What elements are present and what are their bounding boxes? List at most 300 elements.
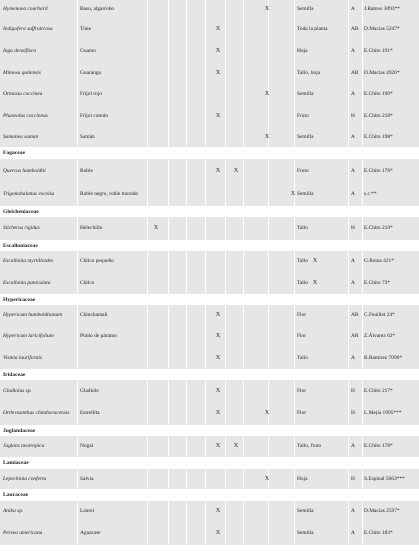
column-divider <box>225 19 226 40</box>
voucher-reference: J.Ramos 3093** <box>364 6 400 13</box>
plant-part: Hoja <box>297 47 308 54</box>
common-name: Roble negro, roble morado <box>80 191 139 198</box>
family-name: Lamiaceae <box>3 460 29 466</box>
species-name: Hypericum laricifolium <box>3 333 54 340</box>
voucher-reference: C.Feuillet 24* <box>364 312 395 319</box>
table-row <box>0 326 419 347</box>
column-divider <box>168 0 169 19</box>
column-divider <box>205 62 206 84</box>
use-mark <box>177 347 189 369</box>
species-name: Escallonia myrtilloides <box>3 258 54 265</box>
habit: A <box>351 167 355 174</box>
column-divider <box>243 251 244 272</box>
column-divider <box>147 501 148 522</box>
table-row <box>0 127 419 147</box>
column-divider <box>77 40 78 62</box>
use-mark <box>212 251 224 272</box>
use-mark <box>150 183 162 206</box>
use-mark <box>177 402 189 425</box>
column-divider <box>348 62 349 84</box>
use-mark <box>177 501 189 522</box>
column-divider <box>348 159 349 183</box>
column-divider <box>77 402 78 425</box>
use-mark <box>261 272 273 294</box>
column-divider <box>225 105 226 127</box>
plant-part: Tallo <box>297 354 308 361</box>
use-mark: X <box>215 47 221 54</box>
column-divider <box>243 40 244 62</box>
use-mark: X <box>215 410 221 417</box>
use-mark: X <box>312 279 318 286</box>
family-header-row <box>0 147 419 159</box>
plant-part: Flor <box>297 387 306 394</box>
column-divider <box>168 326 169 347</box>
column-divider <box>168 402 169 425</box>
column-divider <box>168 183 169 206</box>
species-name: Hymenaea courbaril <box>3 6 48 13</box>
column-divider <box>147 183 148 206</box>
common-name: Tinte <box>80 26 92 33</box>
use-mark: X <box>264 475 270 482</box>
common-name: Samán <box>80 133 95 140</box>
use-mark: X <box>264 410 270 417</box>
column-divider <box>205 159 206 183</box>
use-mark <box>150 305 162 326</box>
table-row <box>0 402 419 425</box>
column-divider <box>348 501 349 522</box>
use-mark <box>261 251 273 272</box>
column-divider <box>168 84 169 105</box>
use-mark <box>177 127 189 147</box>
use-mark <box>150 105 162 127</box>
species-name: Escallonia paniculata <box>3 279 51 286</box>
column-divider <box>168 40 169 62</box>
use-mark <box>150 501 162 522</box>
common-name: Guamo <box>80 47 96 54</box>
use-mark <box>212 183 224 206</box>
plant-part: Hoja <box>297 475 308 482</box>
voucher-reference: D.Macías 2597* <box>364 508 400 515</box>
use-mark <box>230 305 242 326</box>
column-divider <box>225 347 226 369</box>
column-divider <box>243 402 244 425</box>
use-mark <box>261 326 273 347</box>
column-divider <box>225 159 226 183</box>
family-header-row <box>0 425 419 436</box>
habit: AR <box>351 312 359 319</box>
voucher-reference: D.Macías 4926* <box>364 69 400 76</box>
table-row <box>0 183 419 206</box>
plant-part: Tallo, hoja <box>297 69 320 76</box>
habit: A <box>351 133 355 140</box>
species-name: Aniba sp. <box>3 508 24 515</box>
table-row <box>0 105 419 127</box>
use-mark <box>150 402 162 425</box>
use-mark <box>150 62 162 84</box>
column-divider <box>243 522 244 545</box>
plant-part: Tallo <box>297 258 308 265</box>
column-divider <box>205 84 206 105</box>
table-row <box>0 19 419 40</box>
habit: A <box>351 91 355 98</box>
use-mark <box>230 272 242 294</box>
use-mark <box>177 326 189 347</box>
column-divider <box>77 84 78 105</box>
common-name: Chilco <box>80 279 95 286</box>
use-mark <box>212 217 224 240</box>
table-row <box>0 251 419 272</box>
plant-part: Tallo <box>297 279 308 286</box>
family-name: Lauraceae <box>3 492 29 498</box>
column-divider <box>348 469 349 489</box>
column-divider <box>243 62 244 84</box>
use-mark <box>261 183 273 206</box>
column-divider <box>225 272 226 294</box>
column-divider <box>243 0 244 19</box>
use-mark <box>230 127 242 147</box>
habit: H <box>351 225 355 232</box>
common-name: Nogal <box>80 443 94 450</box>
voucher-reference: E.Chito 183* <box>364 530 393 537</box>
column-divider <box>147 159 148 183</box>
use-mark <box>261 380 273 402</box>
use-mark <box>212 0 224 19</box>
use-mark: X <box>233 443 239 450</box>
use-mark <box>177 159 189 183</box>
column-divider <box>168 251 169 272</box>
use-mark <box>150 19 162 40</box>
family-header-row <box>0 457 419 469</box>
use-mark <box>230 522 242 545</box>
column-divider <box>348 272 349 294</box>
column-divider <box>348 251 349 272</box>
family-name: Iridaceae <box>3 371 26 378</box>
species-name: Inga densiflora <box>3 47 37 54</box>
use-mark <box>150 159 162 183</box>
use-mark <box>261 217 273 240</box>
use-mark: X <box>264 133 270 140</box>
column-divider <box>348 0 349 19</box>
column-divider <box>168 436 169 457</box>
column-divider <box>77 105 78 127</box>
use-mark <box>150 40 162 62</box>
species-name: Ormosia coccinea <box>3 91 43 98</box>
column-divider <box>168 159 169 183</box>
voucher-reference: E.Chito 190* <box>364 91 393 98</box>
use-mark <box>230 40 242 62</box>
column-divider <box>168 347 169 369</box>
plant-part: Flor <box>297 333 306 340</box>
column-divider <box>205 272 206 294</box>
voucher-reference: E.Chito 218* <box>364 112 393 119</box>
voucher-reference: L.Mejía 1995*** <box>364 410 402 417</box>
column-divider <box>205 436 206 457</box>
use-mark: X <box>215 167 221 174</box>
habit: A <box>351 279 355 286</box>
family-name: Fagaceae <box>3 150 26 156</box>
column-divider <box>243 183 244 206</box>
use-mark: X <box>215 443 221 450</box>
common-name <box>80 347 146 369</box>
use-mark <box>150 251 162 272</box>
common-name: Guarango <box>80 69 102 76</box>
use-mark <box>230 501 242 522</box>
column-divider <box>205 40 206 62</box>
voucher-reference: B.Ramírez 7090* <box>364 354 403 361</box>
use-mark <box>230 347 242 369</box>
species-name: Orthrosanthus chimboracensis <box>3 410 70 417</box>
column-divider <box>225 436 226 457</box>
voucher-reference: E.Chito 210* <box>364 225 393 232</box>
family-name: Escalloniaceae <box>3 242 38 249</box>
plant-part: Semilla <box>297 133 314 140</box>
plant-part: Semilla <box>297 6 314 13</box>
plant-part: Fruto <box>297 167 309 174</box>
plant-part: Toda la planta <box>297 26 328 33</box>
column-divider <box>348 326 349 347</box>
use-mark: X <box>290 191 296 198</box>
table-row <box>0 272 419 294</box>
column-divider <box>225 127 226 147</box>
common-name: Basu, algarrobo <box>80 6 115 13</box>
table-row <box>0 347 419 369</box>
column-divider <box>147 62 148 84</box>
use-mark <box>230 183 242 206</box>
column-divider <box>348 217 349 240</box>
column-divider <box>147 326 148 347</box>
column-divider <box>205 127 206 147</box>
common-name: Roble <box>80 167 93 174</box>
plant-part: Flor <box>297 410 306 417</box>
column-divider <box>77 347 78 369</box>
column-divider <box>77 217 78 240</box>
column-divider <box>168 217 169 240</box>
habit: A <box>351 530 355 537</box>
column-divider <box>147 217 148 240</box>
column-divider <box>225 217 226 240</box>
column-divider <box>205 402 206 425</box>
use-mark <box>261 62 273 84</box>
use-mark <box>230 380 242 402</box>
plant-part: Semilla <box>297 91 314 98</box>
use-mark <box>177 251 189 272</box>
column-divider <box>348 183 349 206</box>
table-row <box>0 380 419 402</box>
column-divider <box>348 127 349 147</box>
column-divider <box>243 469 244 489</box>
use-mark: X <box>264 91 270 98</box>
species-name: Phaseolus coccineus <box>3 112 48 119</box>
use-mark <box>261 105 273 127</box>
use-mark <box>177 522 189 545</box>
use-mark <box>177 183 189 206</box>
common-name: Estrellita <box>80 410 100 417</box>
use-mark <box>261 501 273 522</box>
family-name: Hypericaceae <box>3 296 36 303</box>
column-divider <box>348 84 349 105</box>
column-divider <box>348 522 349 545</box>
species-name: Mimosa quitensis <box>3 69 41 76</box>
use-mark <box>177 62 189 84</box>
column-divider <box>147 436 148 457</box>
use-mark <box>177 19 189 40</box>
column-divider <box>225 501 226 522</box>
column-divider <box>77 62 78 84</box>
column-divider <box>205 105 206 127</box>
column-divider <box>77 436 78 457</box>
use-mark: X <box>264 6 270 13</box>
use-mark: X <box>215 354 221 361</box>
column-divider <box>348 380 349 402</box>
column-divider <box>77 19 78 40</box>
table-row <box>0 217 419 240</box>
column-divider <box>243 305 244 326</box>
use-mark <box>150 347 162 369</box>
voucher-reference: D.Macías 5247* <box>364 26 400 33</box>
use-mark <box>261 436 273 457</box>
column-divider <box>77 305 78 326</box>
column-divider <box>205 522 206 545</box>
species-name: Quercus humboldtii <box>3 167 46 174</box>
column-divider <box>225 522 226 545</box>
common-name: Chilco pequeño <box>80 258 114 265</box>
table-row <box>0 62 419 84</box>
plant-part: Fruto <box>297 112 309 119</box>
habit: A <box>351 258 355 265</box>
column-divider <box>77 469 78 489</box>
family-header-row <box>0 206 419 217</box>
column-divider <box>205 469 206 489</box>
use-mark <box>261 347 273 369</box>
habit: AR <box>351 26 359 33</box>
use-mark: X <box>215 333 221 340</box>
habit: H <box>351 387 355 394</box>
use-mark <box>212 127 224 147</box>
column-divider <box>225 305 226 326</box>
use-mark <box>177 305 189 326</box>
column-divider <box>147 347 148 369</box>
table-row <box>0 84 419 105</box>
column-divider <box>225 469 226 489</box>
column-divider <box>348 40 349 62</box>
column-divider <box>348 436 349 457</box>
column-divider <box>77 183 78 206</box>
column-divider <box>348 105 349 127</box>
column-divider <box>225 402 226 425</box>
use-mark <box>150 272 162 294</box>
common-name: Laurel <box>80 508 95 515</box>
voucher-reference: G.Reina 421* <box>364 258 394 265</box>
common-name: Gladiolo <box>80 387 99 394</box>
table-row <box>0 522 419 545</box>
voucher-reference: E.Chito 217* <box>364 387 393 394</box>
species-name: Sticherus rigidus <box>3 225 40 232</box>
column-divider <box>205 501 206 522</box>
use-mark <box>212 469 224 489</box>
use-mark <box>150 380 162 402</box>
column-divider <box>168 19 169 40</box>
habit: A <box>351 508 355 515</box>
use-mark <box>261 522 273 545</box>
column-divider <box>205 0 206 19</box>
use-mark <box>177 272 189 294</box>
habit: A <box>351 6 355 13</box>
voucher-reference: Z.Álvarez 62* <box>364 333 396 340</box>
family-header-row <box>0 369 419 380</box>
column-divider <box>225 251 226 272</box>
use-mark <box>230 326 242 347</box>
use-mark <box>150 326 162 347</box>
use-mark <box>230 217 242 240</box>
use-mark <box>177 380 189 402</box>
column-divider <box>77 380 78 402</box>
habit: H <box>351 475 355 482</box>
plant-part: Tallo, fruto <box>297 443 322 450</box>
column-divider <box>147 40 148 62</box>
habit: H <box>351 112 355 119</box>
common-name: Salvia <box>80 475 94 482</box>
table-row <box>0 159 419 183</box>
species-name: Trigonobalanus excelsa <box>3 191 55 198</box>
column-divider <box>225 62 226 84</box>
column-divider <box>243 127 244 147</box>
use-mark <box>177 105 189 127</box>
habit: A <box>351 47 355 54</box>
column-divider <box>225 40 226 62</box>
column-divider <box>205 183 206 206</box>
column-divider <box>147 522 148 545</box>
column-divider <box>168 62 169 84</box>
column-divider <box>147 105 148 127</box>
table-row <box>0 0 419 19</box>
use-mark: X <box>215 530 221 537</box>
use-mark: X <box>215 69 221 76</box>
use-mark <box>177 0 189 19</box>
plant-part: Tallo <box>297 225 308 232</box>
column-divider <box>168 105 169 127</box>
column-divider <box>147 127 148 147</box>
use-mark: X <box>233 167 239 174</box>
column-divider <box>77 127 78 147</box>
use-mark <box>150 0 162 19</box>
column-divider <box>205 347 206 369</box>
column-divider <box>147 0 148 19</box>
column-divider <box>147 251 148 272</box>
column-divider <box>225 84 226 105</box>
common-name: Fríjol común <box>80 112 109 119</box>
column-divider <box>225 380 226 402</box>
use-mark <box>230 0 242 19</box>
voucher-reference: E.Chito 198* <box>364 133 393 140</box>
use-mark <box>212 84 224 105</box>
species-name: Vismia laurifornis <box>3 354 42 361</box>
column-divider <box>168 501 169 522</box>
plant-part: Semilla <box>297 191 314 198</box>
habit: A <box>351 443 355 450</box>
column-divider <box>243 272 244 294</box>
column-divider <box>243 84 244 105</box>
column-divider <box>205 217 206 240</box>
common-name: Fríjol rojo <box>80 91 103 98</box>
column-divider <box>348 347 349 369</box>
table-row <box>0 436 419 457</box>
column-divider <box>168 380 169 402</box>
family-header-row <box>0 489 419 501</box>
column-divider <box>147 380 148 402</box>
family-header-row <box>0 240 419 251</box>
table-row <box>0 40 419 62</box>
use-mark: X <box>215 312 221 319</box>
